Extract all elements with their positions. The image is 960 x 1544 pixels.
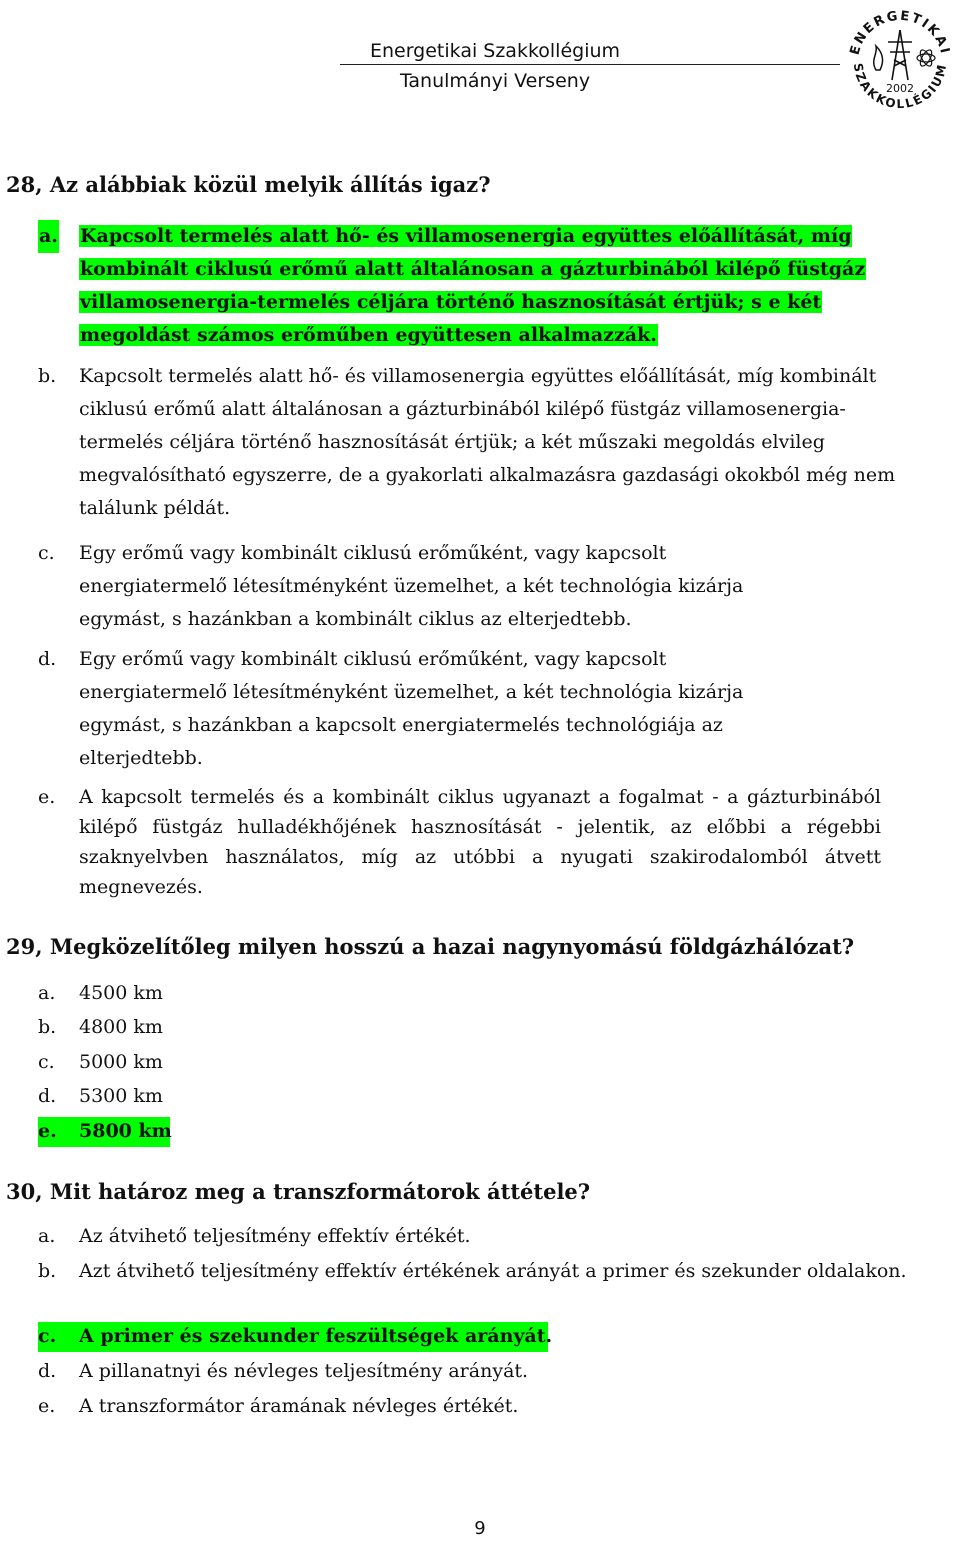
option-letter: d. bbox=[38, 648, 57, 670]
option-letter: a. bbox=[38, 1225, 56, 1247]
option-letter: c. bbox=[38, 542, 55, 564]
atom-icon bbox=[917, 48, 935, 68]
option-letter: b. bbox=[38, 1260, 57, 1282]
option-letter: b. bbox=[38, 365, 57, 387]
header-rule bbox=[340, 64, 840, 65]
option-letter: c. bbox=[38, 1325, 57, 1347]
option-letter: c. bbox=[38, 1051, 55, 1073]
page-number: 9 bbox=[474, 1518, 486, 1539]
option-text: Egy erőmű vagy kombinált ciklusú erőműként, vagy kapcsolt energiatermelő létesítményként üzemelhet, a két technológia kizárja egymást, s hazánkban a kombinált ciklus az elterjedtebb. bbox=[79, 542, 744, 630]
option-letter: e. bbox=[38, 786, 56, 808]
option-letter: a. bbox=[38, 982, 56, 1004]
option-letter: d. bbox=[38, 1085, 57, 1107]
option-text: Kapcsolt termelés alatt hő- és villamosenergia együttes előállítását, míg kombinált ciklusú erőmű alatt általánosan a gázturbinából kilépő füstgáz villamosenergia-termelés céljára történő hasznosítását értjük; s e két megoldást számos erőműben együttesen alkalmazzák. bbox=[80, 225, 866, 346]
flame-icon bbox=[874, 46, 883, 70]
option-letter: a. bbox=[38, 220, 59, 253]
question-30-title: 30, Mit határoz meg a transzformátorok áttétele? bbox=[6, 1179, 591, 1204]
option-text: Az átvihető teljesítmény effektív értékét. bbox=[79, 1225, 471, 1247]
option-text: A pillanatnyi és névleges teljesítmény arányát. bbox=[79, 1360, 529, 1382]
option-text: A kapcsolt termelés és a kombinált ciklus ugyanazt a fogalmat - a gázturbinából kilépő füstgáz hulladékhőjének hasznosítását - jelentik, az előbbi a régebbi szaknyelvben használatos, míg az utóbbi a nyugati szakirodalomból átvett megnevezés. bbox=[79, 786, 881, 898]
question-28-title: 28, Az alábbiak közül melyik állítás igaz? bbox=[6, 172, 491, 197]
option-text: A primer és szekunder feszültségek arányát. bbox=[79, 1325, 553, 1347]
pylon-icon bbox=[888, 30, 912, 80]
header-line-1: Energetikai Szakkollégium bbox=[369, 40, 621, 62]
option-text: Egy erőmű vagy kombinált ciklusú erőműként, vagy kapcsolt energiatermelő létesítményként üzemelhet, a két technológia kizárja egymást, s hazánkban a kapcsolt energiatermelés technológiája az elterjedtebb. bbox=[79, 648, 744, 769]
option-text: Kapcsolt termelés alatt hő- és villamosenergia együttes előállítását, míg kombinált ciklusú erőmű alatt általánosan a gázturbinából kilépő füstgáz villamosenergia-termelés céljára történő hasznosítását értjük; a két műszaki megoldás elvileg megvalósítható egyszerre, de a gyakorlati alkalmazásra gazdasági okokból még nem találunk példát. bbox=[79, 365, 896, 519]
option-text: A transzformátor áramának névleges értékét. bbox=[79, 1395, 519, 1417]
option-text: 5300 km bbox=[79, 1085, 163, 1107]
header-line-2: Tanulmányi Verseny bbox=[399, 70, 591, 92]
logo-year: 2002 bbox=[886, 82, 914, 95]
option-text: Azt átvihető teljesítmény effektív értékének arányát a primer és szekunder oldalakon. bbox=[79, 1260, 907, 1282]
logo-top-text: ENERGETIKAI bbox=[847, 8, 953, 57]
option-letter: e. bbox=[38, 1395, 56, 1417]
option-text: 5000 km bbox=[79, 1051, 163, 1073]
option-text: 5800 km bbox=[79, 1120, 172, 1142]
question-29-title: 29, Megközelítőleg milyen hosszú a hazai nagynyomású földgázhálózat? bbox=[6, 934, 855, 959]
option-letter: d. bbox=[38, 1360, 57, 1382]
logo-bottom-text: SZAKKOLLÉGIUM bbox=[850, 61, 950, 112]
option-letter: b. bbox=[38, 1016, 57, 1038]
header-title bbox=[340, 36, 650, 96]
option-text: 4800 km bbox=[79, 1016, 163, 1038]
energetikai-szakkollegium-logo bbox=[838, 0, 960, 118]
option-text: 4500 km bbox=[79, 982, 163, 1004]
option-letter: e. bbox=[38, 1120, 57, 1142]
page-header bbox=[0, 0, 960, 110]
